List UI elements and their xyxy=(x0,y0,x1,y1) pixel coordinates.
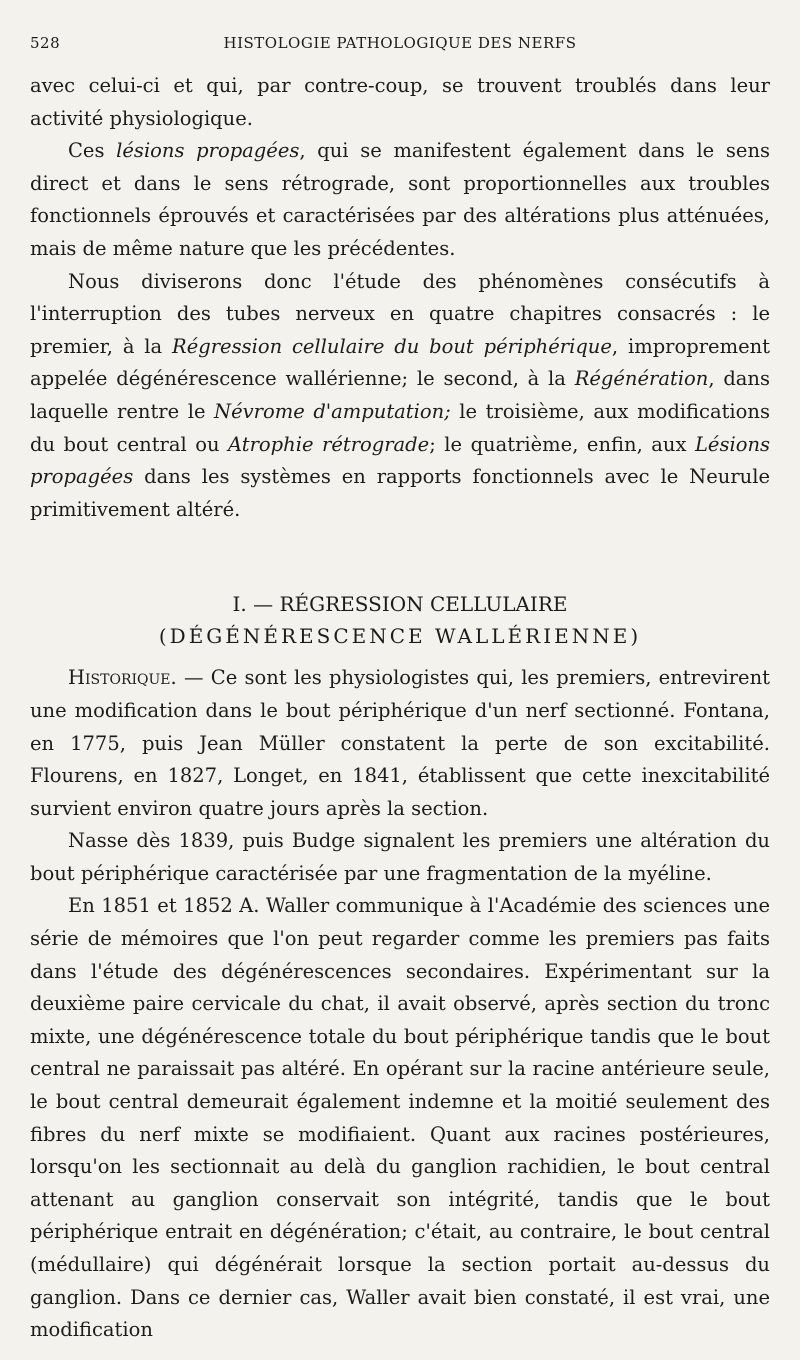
text-run: Nous diviserons donc l'étude des phénomènes consécutifs à l'interruption des tubes nerveux en quatre chapitres consacrés : le premier, à la xyxy=(30,269,770,358)
history-paragraphs xyxy=(30,662,770,1346)
text-run: dans les systèmes en rapports fonctionnels avec le Neurule primitivement altéré. xyxy=(30,465,770,521)
text-run: En 1851 et 1852 A. Waller communique à l'Académie des sciences une série de mémoires que l'on peut regarder comme les premiers pas faits dans l'étude des dégénérescences secondaires. Expérimentant sur la deuxième paire cervicale du chat, il avait observé, après section du tronc mixte, une dégénérescence totale du bout périphérique tandis que le bout central ne paraissait pas altéré. En opérant sur la racine antérieure seule, le bout central demeurait également indemne et la moitié seulement des fibres du nerf mixte se modifiaient. Quant aux racines postérieures, lorsqu'on les sectionnait au delà du ganglion rachidien, le bout central attenant au ganglion conservait son intégrité, tandis que le bout périphérique entrait en dégénération; c'était, au contraire, le bout central (médullaire) qui dégénérait lorsque la section portait au-dessus du ganglion. Dans ce dernier cas, Waller avait bien constaté, il est vrai, une modification xyxy=(30,894,770,1342)
section-heading-line-1: I. — RÉGRESSION CELLULAIRE xyxy=(232,592,568,617)
italic-term: Névrome d'amputation; xyxy=(214,399,451,423)
body-text xyxy=(30,70,770,1347)
text-run: ; le quatrième, enfin, aux xyxy=(429,432,695,456)
text-run: avec celui-ci et qui, par contre-coup, se trouvent troublés dans leur activité physiologique. xyxy=(30,74,770,130)
italic-term: Régénération xyxy=(574,367,709,391)
italic-term: Lésions propagées xyxy=(30,432,771,489)
text-run: , dans laquelle rentre le xyxy=(30,367,770,423)
run-in-heading: Historique. xyxy=(68,666,177,690)
paragraph xyxy=(30,266,770,527)
paragraph xyxy=(30,70,770,135)
text-run: Nasse dès 1839, puis Budge signalent les premiers une altération du bout périphérique caractérisée par une fragmentation de la myéline. xyxy=(30,829,770,885)
text-run: , improprement appelée dégénérescence wallérienne; le second, à la xyxy=(30,334,771,391)
intro-paragraphs xyxy=(30,70,770,526)
paragraph xyxy=(30,135,770,265)
paragraph xyxy=(30,890,770,1346)
running-title: HISTOLOGIE PATHOLOGIQUE DES NERFS xyxy=(223,34,577,52)
italic-term: Régression cellulaire du bout périphérique xyxy=(172,334,612,358)
paragraph xyxy=(30,825,770,890)
text-run: , qui se manifestent également dans le sens direct et dans le sens rétrograde, sont proportionnelles aux troubles fonctionnels éprouvés et caractérisées par des altérations plus atténuées, mais de même nature que les précédentes. xyxy=(30,139,771,260)
italic-term: lésions propagées xyxy=(116,139,300,163)
running-head xyxy=(30,28,770,58)
text-run: Ces xyxy=(68,139,117,163)
italic-term: Atrophie rétrograde xyxy=(228,432,430,456)
section-heading xyxy=(30,588,770,652)
text-run: le troisième, aux modifications du bout central ou xyxy=(30,399,770,456)
section-heading-line-2: (DÉGÉNÉRESCENCE WALLÉRIENNE) xyxy=(158,624,642,649)
page-number: 528 xyxy=(30,34,61,52)
text-run: — Ce sont les physiologistes qui, les premiers, entrevirent une modification dans le bout périphérique d'un nerf sectionné. Fontana, en 1775, puis Jean Müller constatent la perte de son excitabilité. Flourens, en 1827, Longet, en 1841, établissent que cette inexcitabilité survient environ quatre jours après la section. xyxy=(30,666,770,820)
paragraph xyxy=(30,662,770,825)
